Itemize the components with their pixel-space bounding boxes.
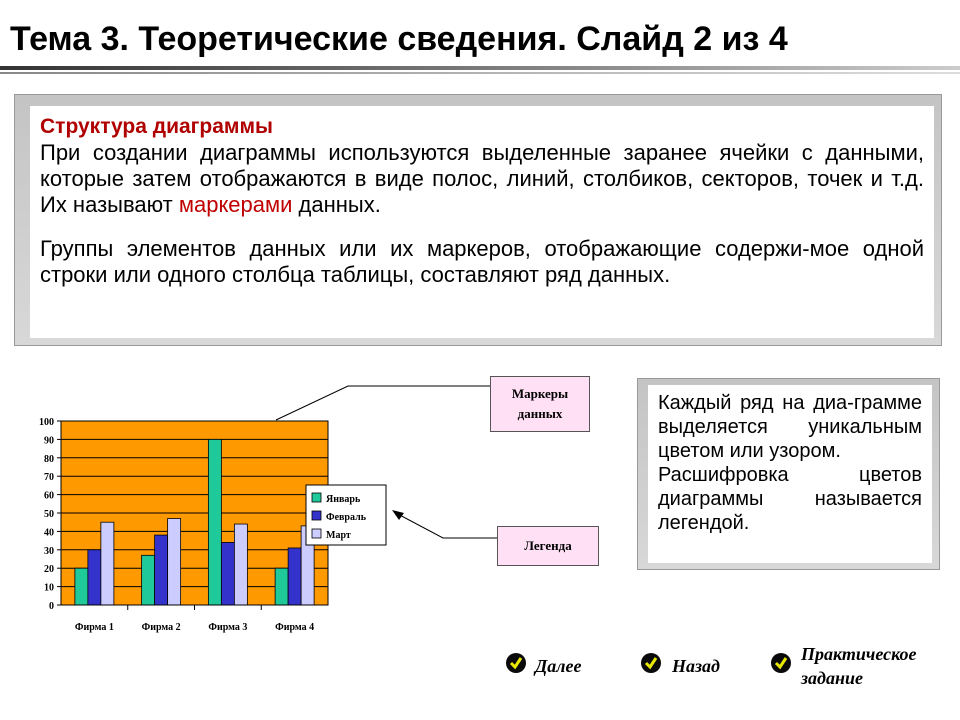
legend-swatch [312,493,321,502]
arrow-bullet-icon [770,652,792,674]
legend-callout: Легенда [497,526,599,566]
bar [208,439,221,605]
paragraph-markers-text: При создании диаграммы используются выделенные заранее ячейки с данными, которые затем отображаются в виде полос, линий, столбиков, секторов, точек и т.д. Их называют [40,140,924,217]
y-tick-label: 90 [44,435,54,447]
bar [168,519,181,605]
title-divider-secondary [0,72,960,74]
bar [275,568,288,605]
paragraph-markers [40,140,924,218]
legend-pointer [394,512,497,538]
practice-link[interactable] [770,642,950,692]
side-text-series: Каждый ряд на диа-грамме выделяется уникальным цветом или узором. [658,392,922,462]
side-text-legend: Расшифровка цветов диаграммы называется легендой. [658,464,922,534]
arrow-bullet-icon [640,652,662,674]
next-label: Далее [535,656,582,676]
bar [221,542,234,605]
legend-entry: Март [326,530,351,541]
y-tick-label: 20 [44,564,54,576]
y-tick-label: 40 [44,527,54,539]
panel-heading: Структура диаграммы [40,115,273,138]
bar [88,550,101,605]
back-label: Назад [672,656,720,676]
y-tick-label: 70 [44,472,54,484]
y-tick-label: 100 [39,417,54,428]
y-tick-label: 50 [44,509,54,520]
bar [142,555,155,605]
bar-chart [30,412,390,640]
bar [101,522,114,605]
legend-entry: Январь [326,494,361,505]
bar [75,568,88,605]
arrow-bullet-icon [505,652,527,674]
y-tick-label: 30 [44,545,54,557]
y-tick-label: 0 [49,601,54,612]
practice-label-line1: Практическое [801,644,917,664]
x-tick-label: Фирма 4 [275,622,315,633]
title-divider [0,66,960,70]
x-tick-label: Фирма 2 [141,622,181,633]
side-text-panel [648,385,932,563]
back-link[interactable] [640,652,730,682]
legend-pointer-arrowhead [392,510,404,520]
bar [234,524,247,605]
main-text-panel [30,106,934,338]
x-tick-label: Фирма 1 [74,622,114,633]
legend-entry: Февраль [326,512,366,523]
slide-title: Тема 3. Теоретические сведения. Слайд 2 из 4 [10,20,788,58]
next-link[interactable] [505,652,595,682]
paragraph-markers-tail: данных. [292,192,381,217]
practice-label-line2: задание [801,668,863,688]
y-tick-label: 60 [44,490,54,502]
markers-callout: Маркеры данных [490,376,590,432]
bar [155,535,168,605]
y-tick-label: 80 [44,453,54,465]
legend-swatch [312,511,321,520]
markers-term: маркерами [178,192,293,217]
bar [288,548,301,605]
legend-swatch [312,529,321,538]
paragraph-series: Группы элементов данных или их маркеров, отображающие содержи-мое одной строки или одного столбца таблицы, составляют ряд данных. [40,236,924,287]
y-tick-label: 10 [44,582,54,594]
x-tick-label: Фирма 3 [208,622,248,633]
